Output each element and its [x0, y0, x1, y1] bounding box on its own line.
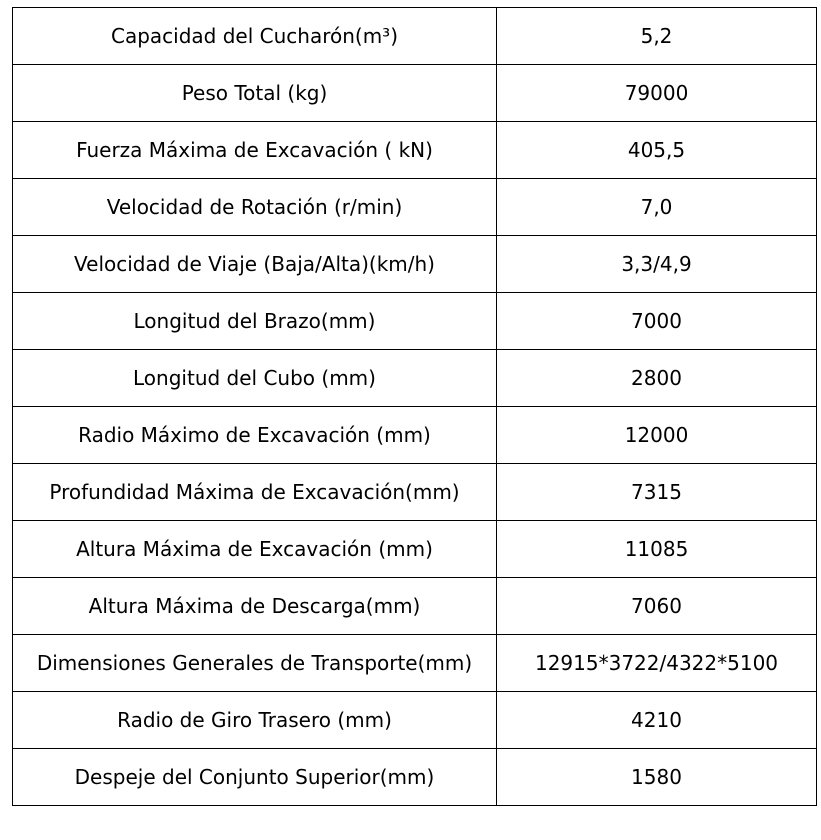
- table-row: [13, 464, 817, 521]
- table-row: [13, 293, 817, 350]
- table-row: [13, 65, 817, 122]
- table-row: [13, 122, 817, 179]
- table-row: [13, 578, 817, 635]
- spec-label: Profundidad Máxima de Excavación(mm): [13, 464, 497, 521]
- spec-label: Velocidad de Viaje (Baja/Alta)(km/h): [13, 236, 497, 293]
- spec-label: Fuerza Máxima de Excavación ( kN): [13, 122, 497, 179]
- spec-value: 2800: [497, 350, 817, 407]
- spec-value: 7,0: [497, 179, 817, 236]
- spec-label: Longitud del Brazo(mm): [13, 293, 497, 350]
- spec-label: Radio Máximo de Excavación (mm): [13, 407, 497, 464]
- table-row: [13, 749, 817, 806]
- spec-value: 7000: [497, 293, 817, 350]
- spec-value: 3,3/4,9: [497, 236, 817, 293]
- spec-label: Peso Total (kg): [13, 65, 497, 122]
- spec-label: Radio de Giro Trasero (mm): [13, 692, 497, 749]
- spec-value: 7060: [497, 578, 817, 635]
- spec-value: 11085: [497, 521, 817, 578]
- spec-value: 7315: [497, 464, 817, 521]
- spec-value: 12915*3722/4322*5100: [497, 635, 817, 692]
- table-row: [13, 179, 817, 236]
- spec-value: 4210: [497, 692, 817, 749]
- table-row: [13, 236, 817, 293]
- spec-value: 1580: [497, 749, 817, 806]
- specifications-table: [12, 7, 817, 806]
- table-row: [13, 692, 817, 749]
- spec-label: Dimensiones Generales de Transporte(mm): [13, 635, 497, 692]
- table-row: [13, 521, 817, 578]
- spec-value: 5,2: [497, 8, 817, 65]
- spec-value: 405,5: [497, 122, 817, 179]
- spec-label: Altura Máxima de Descarga(mm): [13, 578, 497, 635]
- spec-label: Altura Máxima de Excavación (mm): [13, 521, 497, 578]
- table-row: [13, 8, 817, 65]
- spec-value: 79000: [497, 65, 817, 122]
- table-row: [13, 407, 817, 464]
- spec-label: Longitud del Cubo (mm): [13, 350, 497, 407]
- table-row: [13, 635, 817, 692]
- table-row: [13, 350, 817, 407]
- spec-value: 12000: [497, 407, 817, 464]
- spec-label: Velocidad de Rotación (r/min): [13, 179, 497, 236]
- spec-label: Despeje del Conjunto Superior(mm): [13, 749, 497, 806]
- spec-label: Capacidad del Cucharón(m³): [13, 8, 497, 65]
